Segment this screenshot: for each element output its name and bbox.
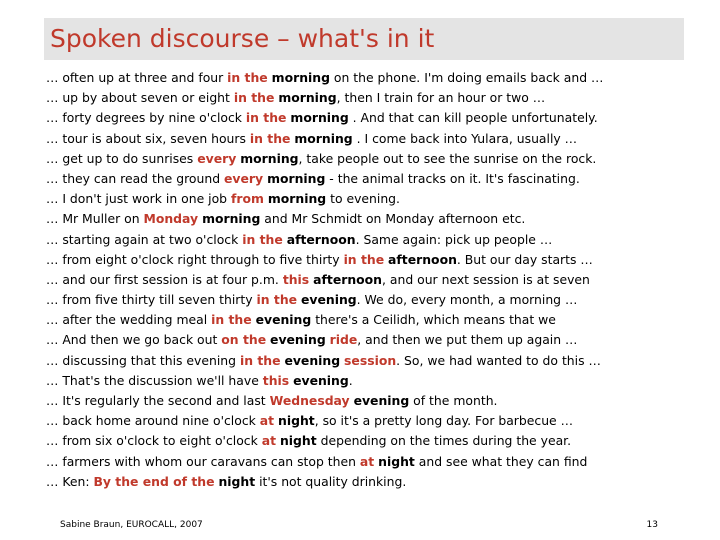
line-text: … starting again at two o'clock <box>46 231 243 247</box>
highlight-word: every <box>224 170 264 186</box>
line-text: and see what they can find <box>414 453 588 469</box>
highlight-word: in the <box>242 231 283 247</box>
highlight-word: on the <box>221 332 267 348</box>
highlight-word: at <box>359 453 375 469</box>
concordance-line <box>46 209 706 229</box>
concordance-line <box>46 230 706 250</box>
time-noun: night <box>218 473 256 489</box>
line-text: . And that can kill people unfortunately. <box>348 110 598 126</box>
page-number: 13 <box>646 520 658 530</box>
line-text: . I come back into Yulara, usually … <box>352 130 578 146</box>
line-text: . So, we had wanted to do this … <box>396 352 601 368</box>
time-noun: afternoon <box>313 271 382 287</box>
line-text: … they can read the ground <box>46 170 225 186</box>
line-text: … from six o'clock to eight o'clock <box>46 433 262 449</box>
time-noun: morning <box>202 211 261 227</box>
concordance-line <box>46 270 706 290</box>
line-text: there's a Ceilidh, which means that we <box>311 312 556 328</box>
concordance-lines <box>46 68 706 492</box>
concordance-line <box>46 431 706 451</box>
concordance-line <box>46 129 706 149</box>
line-text: on the phone. I'm doing emails back and … <box>329 70 604 85</box>
highlight-word: in the <box>343 251 385 267</box>
line-text: to evening. <box>326 191 400 207</box>
line-text: … discussing that this evening <box>46 352 240 368</box>
line-text: , and then we put them up again … <box>357 332 578 348</box>
time-noun: evening <box>353 393 410 408</box>
line-text: . We do, every month, a morning … <box>356 292 578 308</box>
line-text: … from eight o'clock right through to five thirty <box>46 251 344 267</box>
line-text: … and our first session is at four p.m. <box>46 271 283 287</box>
concordance-line <box>46 149 706 169</box>
line-text: … after the wedding meal <box>46 312 212 328</box>
line-text: … That's the discussion we'll have <box>46 372 263 388</box>
time-noun: morning <box>290 110 349 126</box>
line-text: … get up to do sunrises <box>46 150 198 166</box>
line-text: … tour is about six, seven hours <box>46 130 250 146</box>
highlight-word: every <box>197 150 237 166</box>
time-noun: morning <box>294 130 353 146</box>
line-text: … Mr Muller on <box>46 211 144 227</box>
highlight-word: session <box>344 352 397 368</box>
time-noun: evening <box>255 312 312 328</box>
time-noun: night <box>378 453 415 469</box>
time-noun: evening <box>284 352 341 368</box>
time-noun: morning <box>267 191 327 207</box>
concordance-line <box>46 351 706 371</box>
highlight-word: in the <box>256 292 298 308</box>
time-noun: morning <box>271 70 330 85</box>
time-noun: night <box>279 433 317 449</box>
concordance-line <box>46 452 706 472</box>
highlight-word: at <box>261 433 277 449</box>
line-text: … back home around nine o'clock <box>46 413 260 429</box>
line-text: … It's regularly the second and last <box>46 393 270 408</box>
highlight-word: Wednesday <box>269 393 350 408</box>
highlight-word: in the <box>239 352 281 368</box>
highlight-word: in the <box>211 312 252 328</box>
time-noun: morning <box>267 170 326 186</box>
concordance-line <box>46 472 706 492</box>
footer-author: Sabine Braun, EUROCALL, 2007 <box>60 520 203 530</box>
concordance-line <box>46 108 706 128</box>
line-text: , then I train for an hour or two … <box>336 90 546 106</box>
line-text: of the month. <box>409 393 498 408</box>
concordance-line <box>46 68 706 88</box>
time-noun: evening <box>301 292 357 308</box>
concordance-line <box>46 250 706 270</box>
slide-title: Spoken discourse – what's in it <box>50 24 435 53</box>
line-text: … up by about seven or eight <box>46 90 234 106</box>
highlight-word: in the <box>233 90 275 106</box>
line-text: . Same again: pick up people … <box>355 231 553 247</box>
line-text: . <box>348 372 353 388</box>
line-text: - the animal tracks on it. It's fascinating. <box>325 170 580 186</box>
line-text: … And then we go back out <box>46 332 222 348</box>
highlight-word: ride <box>329 332 358 348</box>
time-noun: evening <box>293 372 349 388</box>
concordance-line <box>46 371 706 391</box>
highlight-word: By the end of the <box>93 473 215 489</box>
highlight-word: this <box>262 372 290 388</box>
concordance-line <box>46 310 706 330</box>
line-text: . But our day starts … <box>456 251 593 267</box>
highlight-word: at <box>259 413 275 429</box>
time-noun: evening <box>270 332 326 348</box>
concordance-line <box>46 411 706 431</box>
concordance-line <box>46 330 706 350</box>
highlight-word: in the <box>227 70 268 85</box>
line-text: and Mr Schmidt on Monday afternoon etc. <box>260 211 526 227</box>
time-noun: morning <box>240 150 299 166</box>
line-text: , so it's a pretty long day. For barbecue … <box>314 413 574 429</box>
concordance-line <box>46 169 706 189</box>
line-text: , take people out to see the sunrise on the rock. <box>298 150 597 166</box>
time-noun: afternoon <box>286 231 356 247</box>
concordance-line <box>46 189 706 209</box>
time-noun: night <box>278 413 315 429</box>
highlight-word: Monday <box>143 211 199 227</box>
line-text: … from five thirty till seven thirty <box>46 292 257 308</box>
line-text: … often up at three and four <box>46 70 228 85</box>
line-text: … farmers with whom our caravans can stop then <box>46 453 360 469</box>
highlight-word: this <box>282 271 310 287</box>
line-text: depending on the times during the year. <box>316 433 572 449</box>
line-text: … I don't just work in one job <box>46 191 231 207</box>
time-noun: afternoon <box>388 251 457 267</box>
time-noun: morning <box>278 90 337 106</box>
highlight-word: from <box>230 191 264 207</box>
line-text: … Ken: <box>46 473 94 489</box>
line-text: … forty degrees by nine o'clock <box>46 110 246 126</box>
highlight-word: in the <box>245 110 287 126</box>
concordance-line <box>46 290 706 310</box>
line-text: it's not quality drinking. <box>255 473 407 489</box>
highlight-word: in the <box>249 130 291 146</box>
concordance-line <box>46 88 706 108</box>
concordance-line <box>46 391 706 411</box>
line-text: , and our next session is at seven <box>382 271 590 287</box>
